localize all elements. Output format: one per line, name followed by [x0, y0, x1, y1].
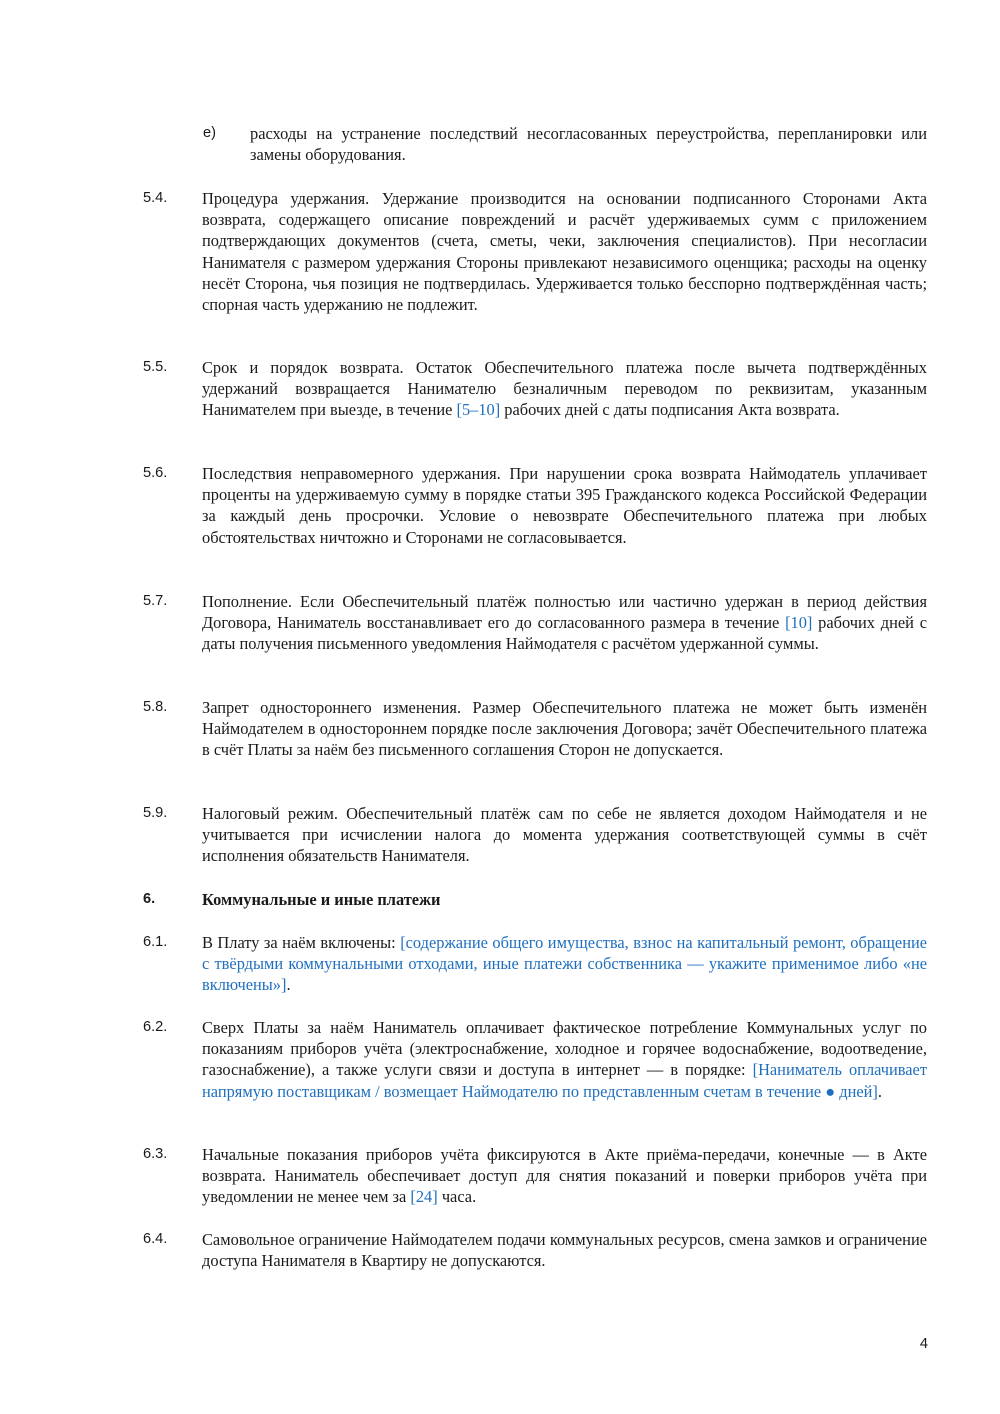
clause-6-1-text	[202, 932, 927, 996]
clause-text: часа.	[437, 1187, 477, 1207]
clause-6-4-text: Самовольное ограничение Наймодателем подачи коммунальных ресурсов, смена замков и ограничение доступа Нанимателя в Квартиру не допускаются.	[202, 1230, 927, 1271]
clause-5-7-text	[202, 591, 927, 655]
clause-text: Пополнение. Если Обеспечительный платёж полностью или частично удержан в период действия Договора, Наниматель восстанавливает его до согласованного размера в течение	[202, 592, 927, 633]
clause-5-8-text: Запрет одностороннего изменения. Размер Обеспечительного платежа не может быть изменён Наймодателем в одностороннем порядке после заключения Договора; зачёт Обеспечительного платежа в счёт Платы за наём без письменного соглашения Сторон не допускается.	[202, 698, 927, 760]
clause-6-2-text	[202, 1017, 927, 1102]
placeholder-field: [10]	[785, 613, 813, 633]
clause-number: 5.6.	[143, 465, 168, 481]
placeholder-field: [Наниматель оплачивает напрямую поставщикам / возмещает Наймодателю по представленным счетам в течение ● дней]	[202, 1060, 927, 1101]
clause-5-5-text	[202, 357, 927, 421]
clause-text: Начальные показания приборов учёта фиксируются в Акте приёма-передачи, конечные — в Акте возврата. Наниматель обеспечивает доступ для снятия показаний и поверки приборов учёта при уведомлении не менее чем за	[202, 1145, 927, 1207]
clause-number: 6.1.	[143, 934, 168, 950]
section-title: Коммунальные и иные платежи	[202, 890, 441, 909]
clause-5-6-text: Последствия неправомерного удержания. При нарушении срока возврата Наймодатель уплачивает проценты на удерживаемую сумму в порядке статьи 395 Гражданского кодекса Российской Федерации за каждый день просрочки. Условие о невозврате Обеспечительного платежа при любых обстоятельствах ничтожно и Сторонами не согласовывается.	[202, 464, 927, 547]
clause-text: .	[877, 1081, 882, 1101]
clause-text: В Плату за наём включены:	[202, 933, 401, 952]
clause-number: 5.5.	[143, 359, 168, 375]
page-number: 4	[919, 1336, 928, 1352]
clause-number: 5.4.	[143, 190, 168, 206]
list-item-text: расходы на устранение последствий несогласованных переустройства, перепланировки или замены оборудования.	[250, 124, 927, 165]
clause-number: 5.9.	[143, 805, 168, 821]
placeholder-field: [5–10]	[456, 400, 501, 420]
section-number: 6.	[143, 891, 156, 907]
clause-5-9-text: Налоговый режим. Обеспечительный платёж сам по себе не является доходом Наймодателя и не учитывается при исчислении налога до момента удержания соответствующей суммы в счёт исполнения обязательств Нанимателя.	[202, 804, 927, 866]
clause-number: 6.3.	[143, 1146, 168, 1162]
clause-number: 5.8.	[143, 699, 168, 715]
clause-text: рабочих дней с даты получения письменного уведомления Наймодателя с расчётом удержанной суммы.	[202, 613, 927, 654]
placeholder-field: [содержание общего имущества, взнос на капитальный ремонт, обращение с твёрдыми коммунальными отходами, иные платежи собственника — укажите применимое либо «не включены»]	[202, 933, 928, 995]
clause-number: 5.7.	[143, 593, 168, 609]
clause-text: Сверх Платы за наём Наниматель оплачивает фактическое потребление Коммунальных услуг по показаниям приборов учёта (электроснабжение, холодное и горячее водоснабжение, водоотведение, газоснабжение), а также услуги связи и доступа в интернет — в порядке:	[202, 1018, 927, 1080]
list-item-label: е)	[203, 125, 216, 141]
clause-text: .	[286, 975, 291, 995]
clause-5-4-text: Процедура удержания. Удержание производится на основании подписанного Сторонами Акта возврата, содержащего описание повреждений и расчёт удерживаемых сумм с приложением подтверждающих документов (счета, сметы, чеки, заключения специалистов). При несогласии Нанимателя с размером удержания Стороны привлекают независимого оценщика; расходы на оценку несёт Сторона, чья позиция не подтвердилась. Удерживается только бесспорно подтверждённая часть; спорная часть удержанию не подлежит.	[202, 189, 927, 315]
clause-text: Срок и порядок возврата. Остаток Обеспечительного платежа после вычета подтверждённых удержаний возвращается Нанимателю безналичным переводом по реквизитам, указанным Нанимателем при выезде, в течение	[202, 358, 927, 420]
clause-text: рабочих дней с даты подписания Акта возврата.	[500, 400, 840, 420]
placeholder-field: [24]	[410, 1187, 438, 1207]
clause-6-3-text	[202, 1144, 927, 1208]
clause-number: 6.2.	[143, 1019, 168, 1035]
clause-number: 6.4.	[143, 1231, 168, 1247]
